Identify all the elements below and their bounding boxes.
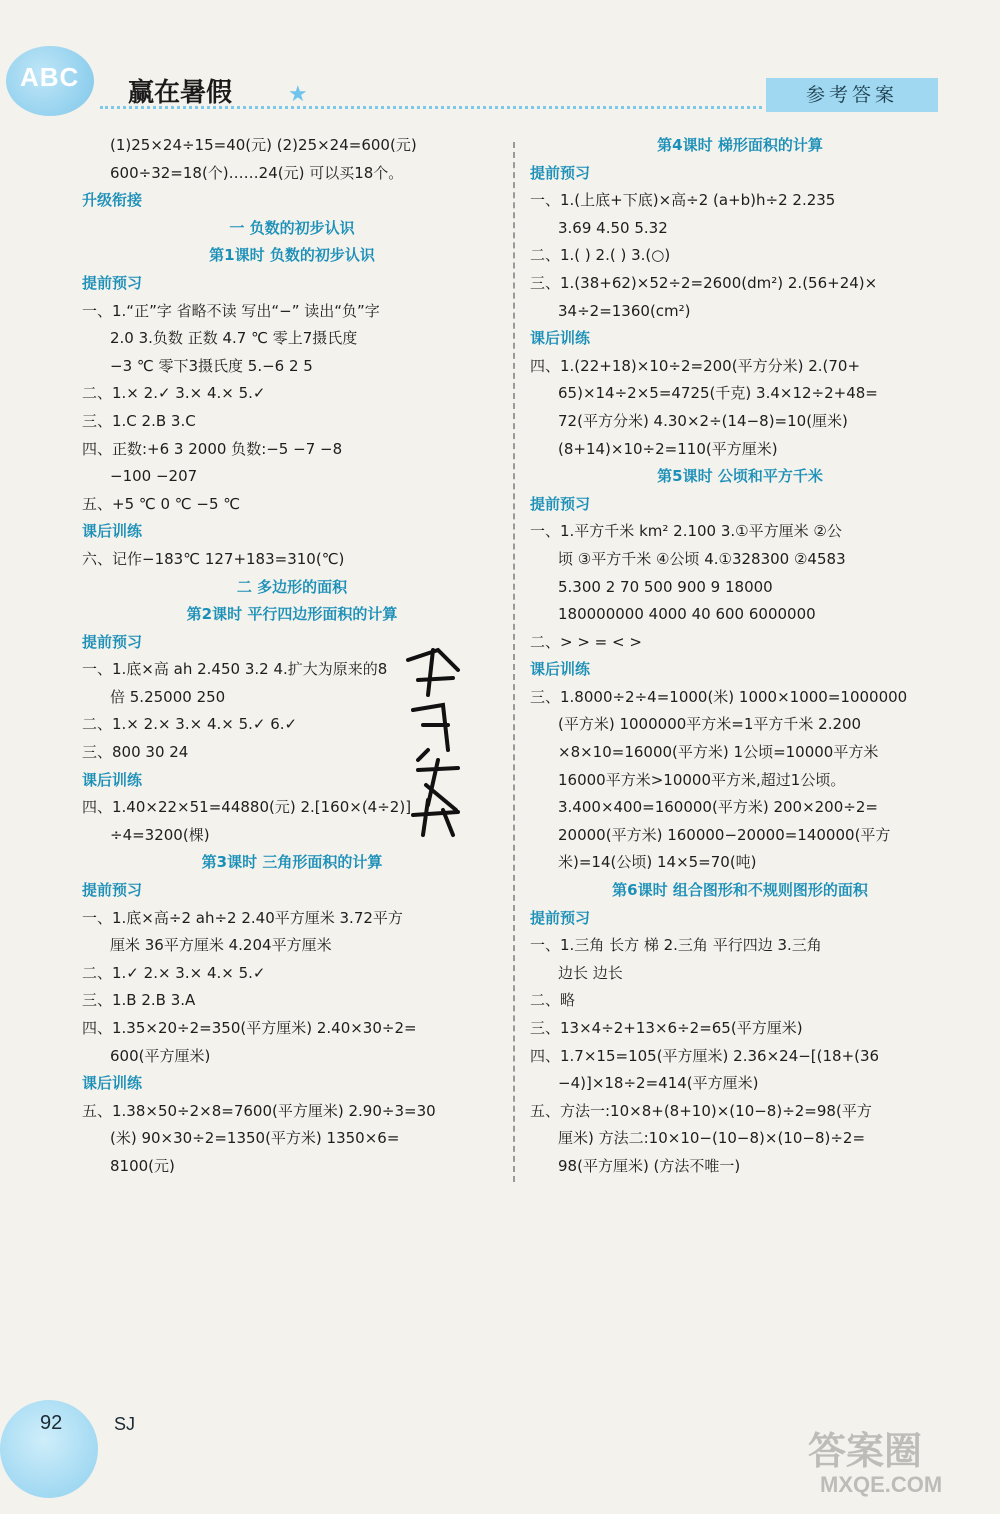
answer-line: ÷4=3200(棵) [110, 825, 210, 844]
answer-line: 顷 ③平方千米 ④公顷 4.①328300 ②4583 [558, 549, 846, 568]
answer-line: 厘米 36平方厘米 4.204平方厘米 [110, 936, 332, 955]
page-header [0, 0, 1000, 120]
answer-line: 三、1.8000÷2÷4=1000(米) 1000×1000=1000000 [530, 687, 908, 706]
section-tab: 参考答案 [766, 78, 938, 112]
answer-line: 四、正数:+6 3 2000 负数:−5 −7 −8 [82, 439, 343, 458]
answer-line: 二、1.( ) 2.( ) 3.(○) [530, 246, 671, 265]
answer-line: 2.0 3.负数 正数 4.7 ℃ 零上7摄氏度 [110, 329, 358, 348]
answer-line: 四、1.(22+18)×10÷2=200(平方分米) 2.(70+ [530, 356, 861, 375]
answer-line: 600÷32=18(个)……24(元) 可以买18个。 [110, 163, 404, 182]
answer-line: 180000000 4000 40 600 6000000 [558, 605, 816, 624]
answer-line: 五、+5 ℃ 0 ℃ −5 ℃ [82, 494, 241, 513]
answer-line: 34÷2=1360(cm²) [558, 301, 691, 320]
section-heading: 课后训练 [82, 1074, 143, 1093]
answer-line: −3 ℃ 零下3摄氏度 5.−6 2 5 [110, 356, 313, 375]
handwritten-stamp [398, 640, 478, 840]
answer-line: 二、1.✓ 2.× 3.× 4.× 5.✓ [82, 963, 266, 982]
answer-line: 一、1.三角 长方 梯 2.三角 平行四边 3.三角 [530, 936, 822, 955]
lesson-title: 第5课时 公顷和平方千米 [657, 467, 823, 486]
lesson-title: 第4课时 梯形面积的计算 [657, 136, 823, 154]
series-code: SJ [114, 1414, 136, 1434]
answer-line: (平方米) 1000000平方米=1平方千米 2.200 [558, 715, 862, 734]
answer-line: 三、1.(38+62)×52÷2=2600(dm²) 2.(56+24)× [530, 273, 878, 292]
answer-line: 六、记作−183℃ 127+183=310(℃) [82, 549, 345, 568]
answer-line: 倍 5.25000 250 [110, 687, 226, 706]
answer-line: 边长 边长 [558, 963, 623, 982]
answer-line: (8+14)×10÷2=110(平方厘米) [558, 439, 778, 458]
answer-line: 3.400×400=160000(平方米) 200×200÷2= [558, 798, 878, 817]
section-heading: 提前预习 [82, 632, 143, 651]
answer-line: 厘米) 方法二:10×10−(10−8)×(10−8)÷2= [558, 1129, 866, 1148]
answer-line: 四、1.40×22×51=44880(元) 2.[160×(4÷2)] [82, 798, 412, 817]
answer-line: 四、1.7×15=105(平方厘米) 2.36×24−[(18+(36 [530, 1046, 880, 1065]
answer-line: (米) 90×30÷2=1350(平方米) 1350×6= [110, 1129, 400, 1148]
answer-line: 三、1.B 2.B 3.A [82, 991, 196, 1010]
answer-line: 五、方法一:10×8+(8+10)×(10−8)÷2=98(平方 [530, 1101, 872, 1120]
section-heading: 课后训练 [530, 329, 591, 348]
answer-line: 米)=14(公顷) 14×5=70(吨) [558, 853, 757, 872]
lesson-title: 一 负数的初步认识 [229, 218, 355, 237]
answer-line: 65)×14÷2×5=4725(千克) 3.4×12÷2+48= [558, 384, 878, 403]
section-heading: 课后训练 [82, 770, 143, 789]
section-heading: 课后训练 [530, 660, 591, 679]
answer-line: −100 −207 [110, 467, 198, 486]
section-heading: 课后训练 [82, 522, 143, 541]
answer-line: 一、1.底×高 ah 2.450 3.2 4.扩大为原来的8 [82, 660, 388, 679]
section-heading: 提前预习 [530, 494, 591, 513]
answer-line: 8100(元) [110, 1156, 175, 1175]
section-heading: 提前预习 [530, 908, 591, 927]
answer-line: 五、1.38×50÷2×8=7600(平方厘米) 2.90÷3=30 [82, 1101, 436, 1120]
answer-line: 三、13×4÷2+13×6÷2=65(平方厘米) [530, 1019, 803, 1037]
answer-line: 98(平方厘米) (方法不唯一) [558, 1156, 741, 1175]
answer-line: 二、1.× 2.× 3.× 4.× 5.✓ 6.✓ [82, 715, 298, 734]
lesson-title: 第2课时 平行四边形面积的计算 [186, 605, 398, 624]
answer-line: 16000平方米>10000平方米,超过1公顷。 [558, 770, 846, 789]
page-number: 92 [40, 1412, 63, 1434]
lesson-title: 第6课时 组合图形和不规则图形的面积 [612, 881, 868, 900]
answer-line: −4)]×18÷2=414(平方厘米) [558, 1074, 759, 1093]
answer-line: 一、1.平方千米 km² 2.100 3.①平方厘米 ②公 [530, 522, 842, 541]
answer-line: 20000(平方米) 160000−20000=140000(平方 [558, 825, 891, 844]
book-title: 赢在暑假 [128, 78, 233, 108]
answer-line: 一、1.(上底+下底)×高÷2 (a+b)h÷2 2.235 [530, 191, 836, 210]
logo-text: ABC [20, 62, 80, 92]
right-column [530, 132, 950, 1181]
answer-line: 72(平方分米) 4.30×2÷(14−8)=10(厘米) [558, 411, 848, 430]
watermark-logo: 答案圈 [808, 1431, 923, 1473]
answer-line: 二、1.× 2.✓ 3.× 4.× 5.✓ [82, 384, 266, 403]
star-icon: ★ [288, 82, 308, 107]
watermark-url: MXQE.COM [820, 1472, 943, 1497]
answer-line: 3.69 4.50 5.32 [558, 218, 668, 237]
answer-line: ×8×10=16000(平方米) 1公顷=10000平方米 [558, 743, 879, 762]
answer-line: 一、1.底×高÷2 ah÷2 2.40平方厘米 3.72平方 [82, 908, 403, 927]
lesson-title: 二 多边形的面积 [236, 577, 348, 596]
answer-line: 二、略 [530, 991, 576, 1010]
column-divider [513, 142, 515, 1182]
answer-line: 三、800 30 24 [82, 743, 189, 762]
answer-line: 600(平方厘米) [110, 1046, 211, 1065]
answer-line: 三、1.C 2.B 3.C [82, 411, 196, 430]
answer-line: 一、1.“正”字 省略不读 写出“−” 读出“负”字 [82, 301, 380, 320]
section-heading: 提前预习 [82, 881, 143, 900]
section-heading: 提前预习 [82, 273, 143, 292]
header-dotted-divider [100, 106, 762, 109]
answer-line: 二、> > = < > [530, 632, 642, 651]
section-heading: 提前预习 [530, 163, 591, 182]
lesson-title: 第3课时 三角形面积的计算 [201, 853, 383, 872]
answer-line: (1)25×24÷15=40(元) (2)25×24=600(元) [110, 136, 417, 154]
answer-line: 四、1.35×20÷2=350(平方厘米) 2.40×30÷2= [82, 1019, 417, 1037]
answer-line: 5.300 2 70 500 900 9 18000 [558, 577, 773, 596]
section-heading: 升级衔接 [82, 191, 143, 210]
lesson-title: 第1课时 负数的初步认识 [209, 246, 375, 265]
